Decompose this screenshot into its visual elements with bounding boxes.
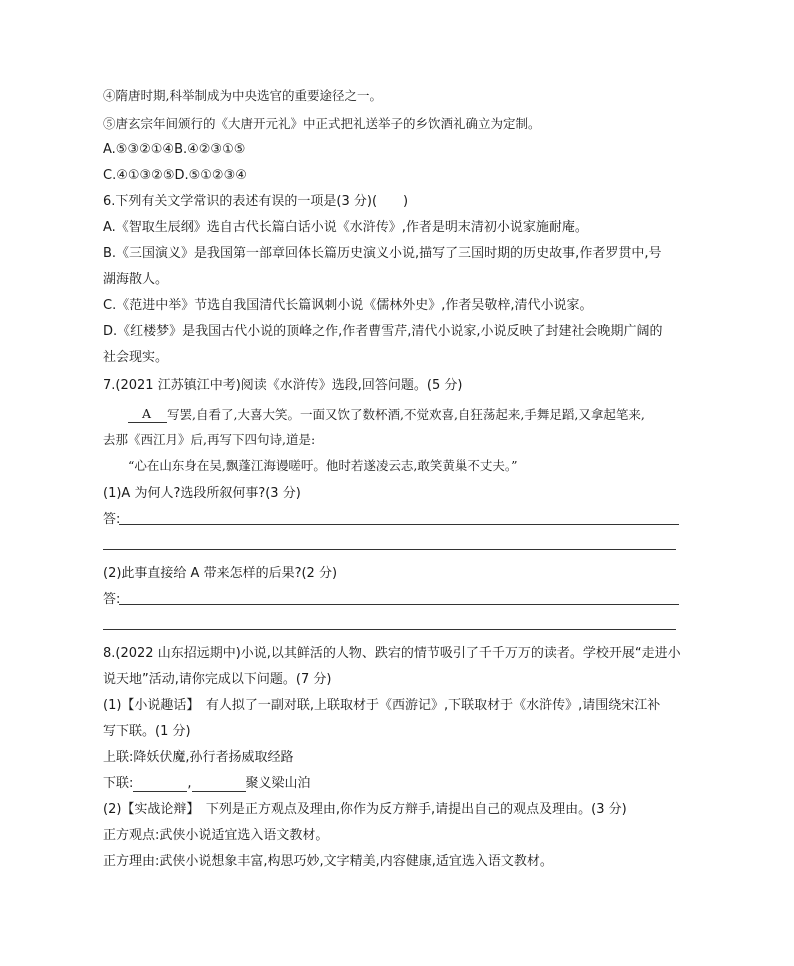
couplet-separator: , [187,776,192,791]
question-8: 8.(2022 山东招远期中)小说,以其鲜活的人物、跌宕的情节吸引了千千万万的读者。学校开展“走进小 [103,646,681,661]
answer-line-1b[interactable] [103,549,676,550]
couplet-blank-1[interactable] [133,791,187,792]
choice-cd: C.④①③②⑤D.⑤①②③④ [103,168,247,183]
q8-sub-1-cont: 写下联。(1 分) [103,724,191,739]
couplet-lower-suffix: 聚义梁山泊 [245,776,311,791]
question-8-cont: 说天地”活动,请你完成以下问题。(7 分) [103,672,332,687]
passage-line-2: 去那《西江月》后,再写下四句诗,道是: [103,432,316,447]
q8-sub-2: (2)【实战论辩】 下列是正方观点及理由,你作为反方辩手,请提出自己的观点及理由。(3 分) [103,802,627,817]
answer-label-1: 答: [103,512,121,527]
couplet-upper: 上联:降妖伏魔,孙行者扬威取经路 [103,750,294,765]
answer-line-2b[interactable] [103,629,676,630]
q8-sub-1: (1)【小说趣话】 有人拟了一副对联,上联取材于《西游记》,下联取材于《水浒传》,请围绕宋江补 [103,698,661,713]
passage-text-1: 写罢,自看了,大喜大笑。一面又饮了数杯酒,不觉欢喜,自狂荡起来,手舞足蹈,又拿起笔来, [167,407,645,422]
passage-blank-a: A [138,406,155,423]
couplet-blank-2[interactable] [192,791,246,792]
pro-reason: 正方理由:武侠小说想象丰富,构思巧妙,文字精美,内容健康,适宜选入语文教材。 [103,854,553,869]
q7-sub-1: (1)A 为何人?选段所叙何事?(3 分) [103,486,301,501]
option-line-5: ⑤唐玄宗年间颁行的《大唐开元礼》中正式把礼送举子的乡饮酒礼确立为定制。 [103,116,541,131]
couplet-lower [103,776,311,792]
question-6: 6.下列有关文学常识的表述有误的一项是(3 分)( ) [103,194,409,209]
answer-line-1a[interactable] [119,524,679,525]
passage-poem: “心在山东身在吴,飘蓬江海谩嗟吁。他时若遂凌云志,敢笑黄巢不丈夫。” [128,458,518,473]
q6-option-c: C.《范进中举》节选自我国清代长篇讽刺小说《儒林外史》,作者吴敬梓,清代小说家。 [103,298,593,313]
q6-option-b: B.《三国演义》是我国第一部章回体长篇历史演义小说,描写了三国时期的历史故事,作者罗贯中,号 [103,246,662,261]
q7-sub-2: (2)此事直接给 A 带来怎样的后果?(2 分) [103,566,338,581]
couplet-lower-label: 下联: [103,776,134,791]
answer-line-2a[interactable] [119,604,679,605]
q6-option-d-cont: 社会现实。 [103,350,169,365]
passage-blank-left [128,422,138,423]
answer-label-2: 答: [103,592,121,607]
passage-line-1 [128,406,645,423]
q6-option-b-cont: 湖海散人。 [103,272,169,287]
question-7: 7.(2021 江苏镇江中考)阅读《水浒传》选段,回答问题。(5 分) [103,378,463,393]
pro-viewpoint: 正方观点:武侠小说适宜选入语文教材。 [103,828,329,843]
option-line-4: ④隋唐时期,科举制成为中央选官的重要途径之一。 [103,88,382,103]
q6-option-a: A.《智取生辰纲》选自古代长篇白话小说《水浒传》,作者是明末清初小说家施耐庵。 [103,220,588,235]
q6-option-d: D.《红楼梦》是我国古代小说的顶峰之作,作者曹雪芹,清代小说家,小说反映了封建社会晚期广阔的 [103,324,663,339]
passage-blank-right [155,422,167,423]
choice-ab: A.⑤③②①④B.④②③①⑤ [103,142,246,157]
